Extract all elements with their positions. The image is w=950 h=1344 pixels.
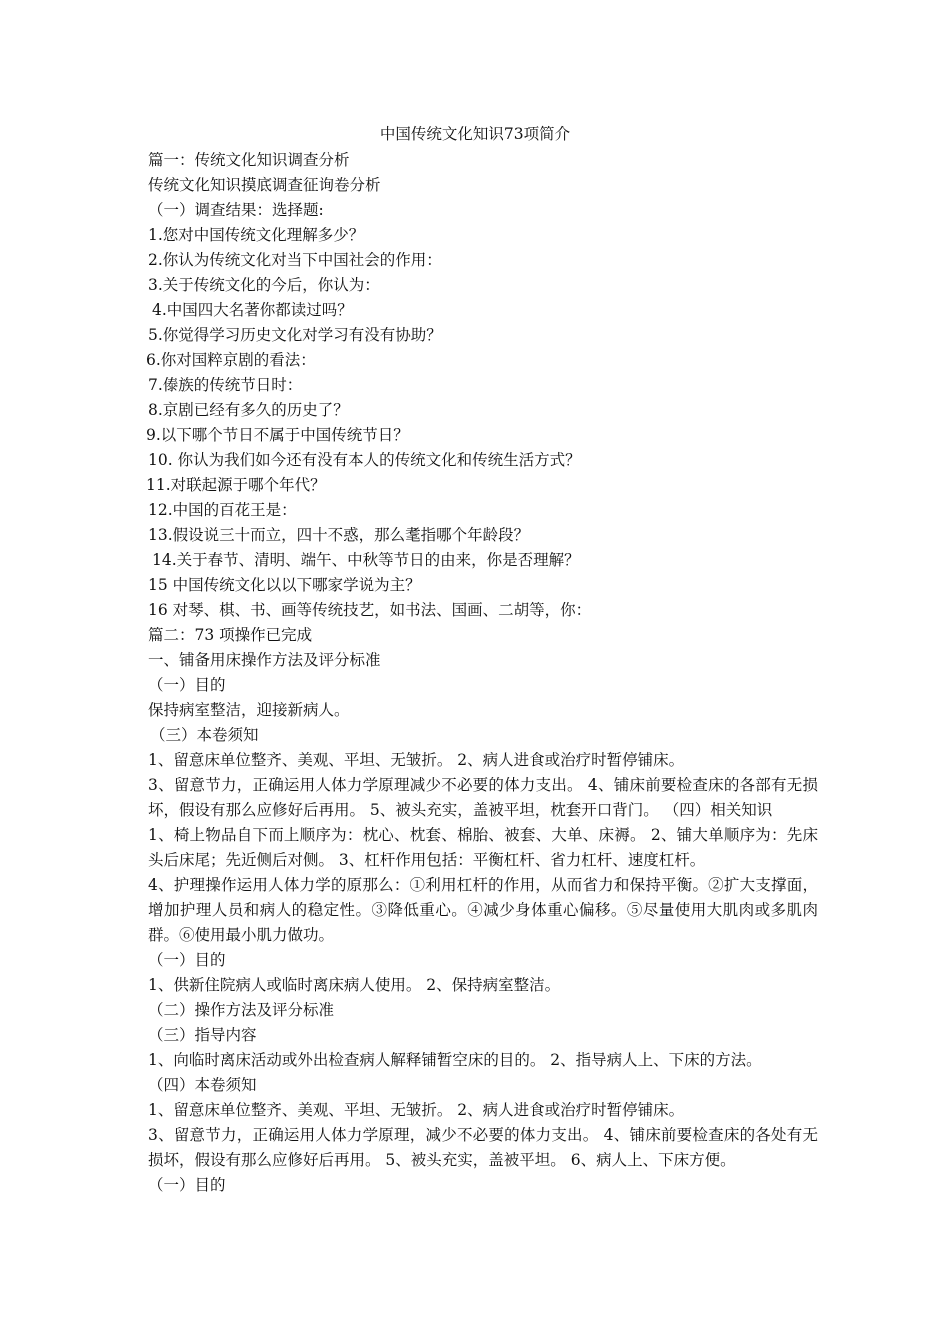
- paragraph-line: 保持病室整洁，迎接新病人。: [148, 701, 350, 719]
- document-title: 中国传统文化知识73项简介: [379, 125, 571, 143]
- subheading: 一、铺备用床操作方法及评分标准: [148, 651, 381, 669]
- question-item: 1.您对中国传统文化理解多少？: [148, 226, 365, 244]
- paragraph: 1、椅上物品自下而上顺序为：枕心、枕套、棉胎、被套、大单、床褥。 2、铺大单顺序为：先床头后床尾；先近侧后对侧。 3、杠杆作用包括：平衡杠杆、省力杠杆、速度杠杆。: [148, 826, 818, 869]
- paragraph-line: 1、留意床单位整齐、美观、平坦、无皱折。 2、病人进食或治疗时暂停铺床。: [148, 1101, 685, 1119]
- paragraph: 3、留意节力，正确运用人体力学原理减少不必要的体力支出。 4、铺床前要检查床的各部有无损坏，假设有那么应修好后再用。 5、被头充实，盖被平坦，枕套开口背门。 （四）相关知识: [148, 776, 818, 819]
- section-heading: 篇二：73 项操作已完成: [148, 626, 313, 644]
- subheading: 传统文化知识摸底调查征询卷分析: [148, 176, 381, 194]
- subheading: （三）指导内容: [148, 1026, 257, 1044]
- question-item: 11.对联起源于哪个年代？: [146, 476, 326, 494]
- question-item: 12.中国的百花王是：: [148, 501, 297, 519]
- paragraph: 3、留意节力，正确运用人体力学原理，减少不必要的体力支出。 4、铺床前要检查床的各处有无损坏，假设有那么应修好后再用。 5、被头充实，盖被平坦。 6、病人上、下床方便。: [148, 1126, 818, 1169]
- subheading: （二）操作方法及评分标准: [148, 1001, 335, 1019]
- question-item: 10. 你认为我们如今还有没有本人的传统文化和传统生活方式？: [148, 451, 581, 469]
- question-item: 9.以下哪个节日不属于中国传统节日？: [146, 426, 409, 444]
- paragraph: 4、护理操作运用人体力学的原那么：①利用杠杆的作用，从而省力和保持平衡。②扩大支撑面，增加护理人员和病人的稳定性。③降低重心。④减少身体重心偏移。⑤尽量使用大肌肉或多肌肉群。⑥使用最小肌力做功。: [148, 876, 818, 944]
- subheading: （一）目的: [148, 951, 226, 969]
- document-body: [146, 148, 818, 1198]
- subheading: （三）本卷须知: [150, 726, 259, 744]
- subheading: （一）目的: [148, 676, 226, 694]
- question-item: 4.中国四大名著你都读过吗？: [152, 301, 353, 319]
- question-item: 7.傣族的传统节日时：: [148, 376, 303, 394]
- question-item: 16 对琴、棋、书、画等传统技艺，如书法、国画、二胡等，你：: [148, 601, 592, 619]
- question-item: 8.京剧已经有多久的历史了？: [148, 401, 349, 419]
- question-item: 3.关于传统文化的今后，你认为：: [148, 276, 380, 294]
- subheading: （一）目的: [148, 1176, 226, 1194]
- question-item: 6.你对国粹京剧的看法：: [146, 351, 316, 369]
- question-item: 15 中国传统文化以以下哪家学说为主？: [148, 576, 421, 594]
- question-item: 2.你认为传统文化对当下中国社会的作用：: [148, 251, 442, 269]
- question-item: 13.假设说三十而立，四十不惑，那么耄指哪个年龄段？: [148, 526, 530, 544]
- section-heading: 篇一：传统文化知识调查分析: [148, 151, 350, 169]
- subheading: （四）本卷须知: [148, 1076, 257, 1094]
- question-item: 5.你觉得学习历史文化对学习有没有协助？: [148, 326, 442, 344]
- paragraph-line: 1、供新住院病人或临时离床病人使用。 2、保持病室整洁。: [148, 976, 561, 994]
- question-item: 14.关于春节、清明、端午、中秋等节日的由来，你是否理解？: [152, 551, 580, 569]
- paragraph-line: 1、留意床单位整齐、美观、平坦、无皱折。 2、病人进食或治疗时暂停铺床。: [148, 751, 685, 769]
- subheading: （一）调查结果：选择题:: [148, 201, 324, 219]
- paragraph-line: 1、向临时离床活动或外出检查病人解释铺暂空床的目的。 2、指导病人上、下床的方法。: [148, 1051, 762, 1069]
